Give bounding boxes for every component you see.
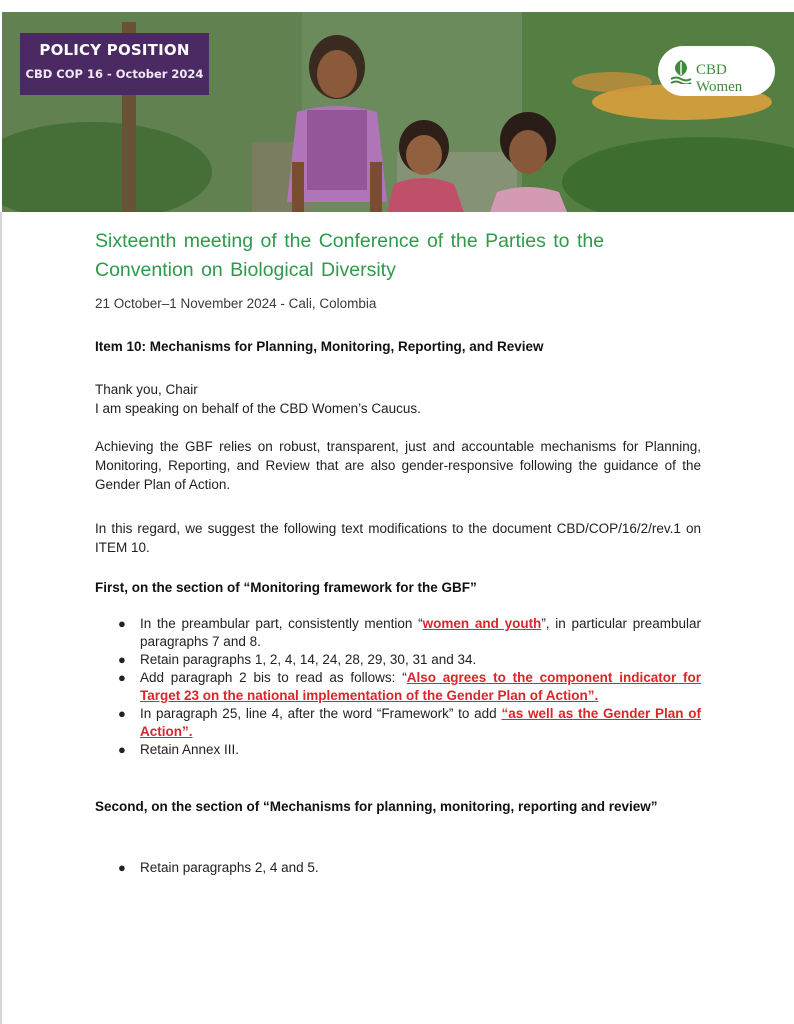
section-1-heading: First, on the section of “Monitoring framework for the GBF” (95, 580, 477, 595)
bullet-icon: ● (118, 706, 126, 721)
paragraph-regard: In this regard, we suggest the following text modifications to the document CBD/COP/16/2/rev.1 on ITEM 10. (95, 521, 701, 555)
list-item: ● In paragraph 25, line 4, after the word “Framework” to add “as well as the Gender Plan of Action”. (118, 706, 701, 739)
list-item: ● Retain Annex III. (118, 742, 240, 757)
list-item: ● Retain paragraphs 2, 4 and 5. (118, 860, 319, 875)
opening-statement (95, 380, 701, 418)
bullet-icon: ● (118, 616, 126, 631)
bullet-icon: ● (118, 670, 126, 685)
section-1-list (118, 615, 701, 759)
list-item: ● Add paragraph 2 bis to read as follows: “Also agrees to the component indicator for Target 23 on the national implementation of the Gender Plan of Action”. (118, 670, 701, 703)
leaf-wave-icon (669, 58, 693, 84)
top-margin (0, 0, 794, 12)
title-line-1: Sixteenth meeting of the Conference of the Parties to the (95, 230, 605, 252)
bullet-icon: ● (118, 860, 126, 875)
policy-position-badge (20, 33, 209, 95)
event-date-location: 21 October–1 November 2024 - Cali, Colombia (95, 296, 377, 311)
highlighted-text: Also agrees to the component indicator for Target 23 on the national implementation of the Gender Plan of Action”. (140, 670, 701, 703)
page-edge (0, 212, 2, 1024)
highlighted-text: “as well as the Gender Plan of Action”. (140, 706, 701, 739)
logo-text: CBD Women (696, 62, 743, 95)
list-item: ● In the preambular part, consistently mention “women and youth”, in particular preambular paragraphs 7 and 8. (118, 616, 701, 649)
section-2-list (118, 859, 701, 877)
bullet-icon: ● (118, 652, 126, 667)
section-2-heading: Second, on the section of “Mechanisms for planning, monitoring, reporting and review” (95, 799, 658, 814)
opening-line-2: I am speaking on behalf of the CBD Women’s Caucus. (95, 401, 421, 416)
hero-photo (2, 12, 794, 212)
cbd-women-logo (658, 46, 775, 96)
document-title (95, 227, 701, 285)
agenda-item-heading: Item 10: Mechanisms for Planning, Monitoring, Reporting, and Review (95, 339, 544, 354)
badge-title: POLICY POSITION (39, 41, 190, 59)
bullet-icon: ● (118, 742, 126, 757)
opening-line-1: Thank you, Chair (95, 382, 198, 397)
paragraph-gbf: Achieving the GBF relies on robust, transparent, just and accountable mechanisms for Planning, Monitoring, Reporting, and Review that are also gender-responsive following the guidance of the Gender Plan of Action. (95, 439, 701, 492)
badge-subtitle: CBD COP 16 - October 2024 (25, 67, 204, 81)
title-line-2: Convention on Biological Diversity (95, 259, 396, 281)
highlighted-text: women and youth (422, 616, 542, 631)
list-item: ● Retain paragraphs 1, 2, 4, 14, 24, 28, 29, 30, 31 and 34. (118, 652, 477, 667)
